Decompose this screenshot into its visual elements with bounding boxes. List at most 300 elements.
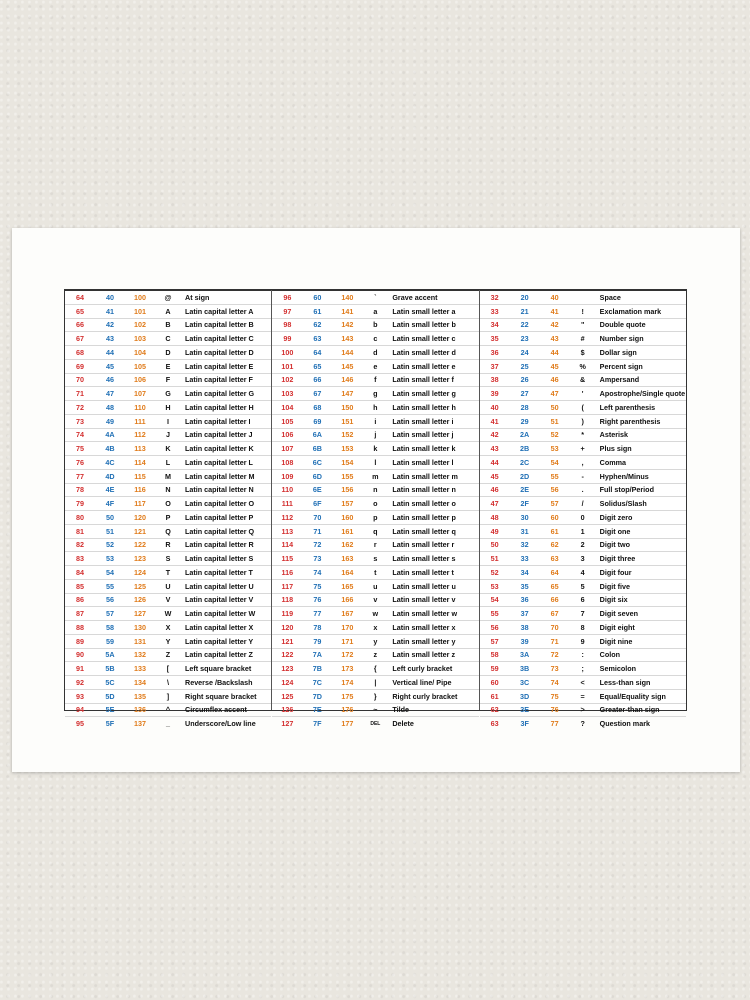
cell-description: Right curly bracket [392, 691, 458, 701]
cell-oct: 44 [550, 347, 559, 357]
cell-dec: 122 [281, 650, 294, 660]
cell-hex: 4C [105, 457, 115, 467]
cell-dec: 77 [76, 471, 84, 481]
cell-dec: 68 [76, 347, 84, 357]
cell-dec: 102 [281, 375, 294, 385]
cell-description: Left curly bracket [392, 664, 453, 674]
cell-oct: 45 [550, 361, 559, 371]
ascii-table [64, 289, 687, 729]
cell-description: Circumflex accent [185, 705, 247, 715]
cell-oct: 146 [341, 375, 354, 385]
cell-description: Question mark [599, 719, 650, 729]
cell-description: Exclamation mark [599, 306, 662, 316]
cell-hex: 47 [106, 389, 114, 399]
table-row [480, 566, 686, 580]
cell-hex: 7D [312, 691, 322, 701]
cell-oct: 143 [341, 334, 354, 344]
cell-dec: 64 [76, 292, 84, 302]
cell-oct: 112 [134, 430, 146, 440]
cell-chr: z [373, 650, 378, 660]
table-row [65, 305, 271, 319]
cell-description: Number sign [599, 334, 644, 344]
cell-dec: 72 [76, 402, 84, 412]
table-row [272, 456, 478, 470]
cell-description: Latin small letter r [392, 540, 455, 550]
table-row [272, 552, 478, 566]
cell-oct: 55 [550, 471, 559, 481]
cell-oct: 103 [134, 334, 146, 344]
table-row [480, 387, 686, 401]
cell-chr: 7 [580, 609, 585, 619]
cell-hex: 7C [312, 677, 322, 687]
cell-description: Digit three [599, 554, 636, 564]
cell-chr: ~ [373, 705, 378, 715]
table-row [65, 511, 271, 525]
cell-hex: 5F [105, 719, 115, 729]
cell-chr: m [372, 471, 379, 481]
cell-dec: 47 [490, 499, 499, 509]
cell-dec: 99 [283, 334, 292, 344]
cell-dec: 74 [76, 430, 84, 440]
cell-chr: r [373, 540, 377, 550]
table-row [65, 319, 271, 333]
cell-oct: 46 [550, 375, 559, 385]
cell-dec: 114 [281, 540, 294, 550]
cell-oct: 42 [550, 320, 559, 330]
cell-oct: 164 [341, 567, 354, 577]
cell-hex: 6A [312, 430, 322, 440]
cell-oct: 104 [134, 347, 146, 357]
cell-chr: { [373, 664, 377, 674]
cell-oct: 123 [134, 554, 146, 564]
cell-description: Latin small letter g [392, 389, 456, 399]
cell-description: Latin capital letter B [185, 320, 254, 330]
cell-dec: 35 [490, 334, 499, 344]
table-row [272, 401, 478, 415]
cell-chr: + [580, 444, 585, 454]
cell-chr: | [374, 677, 377, 687]
cell-description: Right parenthesis [599, 416, 661, 426]
cell-dec: 55 [490, 609, 499, 619]
cell-oct: 133 [134, 664, 146, 674]
table-row [480, 525, 686, 539]
cell-dec: 104 [281, 402, 294, 412]
cell-oct: 53 [550, 444, 559, 454]
table-row [272, 704, 478, 718]
cell-hex: 4A [105, 430, 115, 440]
cell-oct: 125 [134, 581, 146, 591]
cell-chr: 6 [580, 595, 585, 605]
cell-description: Latin small letter d [392, 347, 456, 357]
cell-description: Latin small letter p [392, 512, 456, 522]
cell-description: Latin capital letter V [185, 595, 254, 605]
table-block-3 [480, 290, 686, 729]
cell-hex: 4B [105, 444, 115, 454]
cell-hex: 55 [106, 581, 114, 591]
cell-description: Latin small letter f [392, 375, 454, 385]
cell-hex: 3D [520, 691, 530, 701]
cell-oct: 107 [134, 389, 146, 399]
cell-hex: 2F [520, 499, 529, 509]
cell-hex: 2C [520, 457, 530, 467]
cell-hex: 68 [313, 402, 322, 412]
cell-oct: 145 [341, 361, 354, 371]
table-row [272, 442, 478, 456]
cell-chr: O [165, 499, 171, 509]
table-row [480, 291, 686, 305]
cell-oct: 66 [550, 595, 559, 605]
cell-hex: 51 [106, 526, 114, 536]
cell-description: Left square bracket [185, 664, 252, 674]
cell-chr: s [373, 554, 378, 564]
table-row [272, 662, 478, 676]
cell-oct: 40 [550, 292, 559, 302]
cell-description: Latin small letter l [392, 457, 454, 467]
cell-hex: 27 [520, 389, 529, 399]
table-row [272, 525, 478, 539]
cell-description: Latin capital letter R [185, 540, 254, 550]
table-row [272, 635, 478, 649]
cell-dec: 79 [76, 499, 84, 509]
cell-dec: 63 [490, 719, 499, 729]
table-row [480, 332, 686, 346]
cell-dec: 85 [76, 581, 84, 591]
cell-chr: 8 [580, 622, 585, 632]
cell-description: Latin small letter v [392, 595, 456, 605]
cell-description: Latin capital letter N [185, 485, 254, 495]
cell-oct: 41 [550, 306, 559, 316]
table-row [65, 470, 271, 484]
cell-chr: E [165, 361, 171, 371]
cell-chr: 0 [580, 512, 585, 522]
table-row [272, 319, 478, 333]
cell-chr: J [166, 430, 170, 440]
cell-dec: 105 [281, 416, 294, 426]
cell-hex: 57 [106, 609, 114, 619]
cell-description: Latin capital letter A [185, 306, 254, 316]
cell-oct: 134 [134, 677, 146, 687]
cell-hex: 28 [520, 402, 529, 412]
cell-description: Latin small letter j [392, 430, 454, 440]
cell-dec: 61 [490, 691, 499, 701]
cell-dec: 71 [76, 389, 84, 399]
cell-chr: > [580, 705, 585, 715]
cell-oct: 154 [341, 457, 354, 467]
cell-description: Colon [599, 650, 621, 660]
cell-oct: 70 [550, 622, 559, 632]
cell-hex: 32 [520, 540, 529, 550]
cell-dec: 115 [281, 554, 294, 564]
cell-hex: 3F [520, 719, 529, 729]
cell-oct: 136 [134, 705, 146, 715]
cell-hex: 4D [105, 471, 115, 481]
cell-chr: b [373, 320, 378, 330]
cell-hex: 21 [520, 306, 529, 316]
cell-description: Right square bracket [185, 691, 257, 701]
cell-chr: H [165, 402, 171, 412]
cell-chr: N [165, 485, 171, 495]
cell-hex: 39 [520, 636, 529, 646]
cell-description: Semicolon [599, 664, 637, 674]
cell-chr: M [165, 471, 171, 481]
table-row [480, 374, 686, 388]
cell-oct: 137 [134, 719, 146, 729]
cell-dec: 107 [281, 444, 294, 454]
cell-chr: \ [167, 677, 169, 687]
cell-description: Digit one [599, 526, 631, 536]
cell-dec: 95 [76, 719, 84, 729]
table-row [65, 332, 271, 346]
cell-chr: C [165, 334, 171, 344]
cell-description: Latin capital letter W [185, 609, 256, 619]
cell-dec: 110 [281, 485, 294, 495]
cell-oct: 100 [134, 292, 146, 302]
cell-dec: 96 [283, 292, 292, 302]
cell-description: Latin capital letter Z [185, 650, 253, 660]
cell-dec: 53 [490, 581, 499, 591]
cell-chr: & [580, 375, 586, 385]
cell-hex: 67 [313, 389, 322, 399]
cell-chr: DEL [370, 720, 381, 727]
table-row [65, 346, 271, 360]
cell-hex: 76 [313, 595, 322, 605]
table-row [65, 291, 271, 305]
cell-hex: 3B [520, 664, 530, 674]
cell-dec: 98 [283, 320, 292, 330]
cell-oct: 135 [134, 691, 146, 701]
cell-chr: ) [581, 416, 584, 426]
cell-description: At sign [185, 292, 210, 302]
cell-chr: " [580, 320, 585, 330]
cell-chr: . [581, 485, 584, 495]
cell-dec: 32 [490, 292, 499, 302]
cell-description: Digit five [599, 581, 631, 591]
cell-oct: 52 [550, 430, 559, 440]
cell-chr: h [373, 402, 378, 412]
cell-oct: 177 [341, 719, 354, 729]
cell-dec: 50 [490, 540, 499, 550]
cell-chr: _ [166, 719, 170, 729]
table-row [65, 607, 271, 621]
cell-dec: 38 [490, 375, 499, 385]
cell-chr: a [373, 306, 378, 316]
cell-description: Latin small letter i [392, 416, 454, 426]
cell-dec: 73 [76, 416, 84, 426]
cell-dec: 39 [490, 389, 499, 399]
table-row [480, 594, 686, 608]
table-row [65, 360, 271, 374]
cell-description: Dollar sign [599, 347, 637, 357]
cell-hex: 6C [312, 457, 322, 467]
cell-oct: 50 [550, 402, 559, 412]
table-row [272, 387, 478, 401]
cell-dec: 84 [76, 567, 84, 577]
cell-description: Digit four [599, 567, 632, 577]
cell-dec: 87 [76, 609, 84, 619]
table-block-2 [272, 290, 479, 729]
cell-dec: 76 [76, 457, 84, 467]
cell-hex: 2A [520, 430, 530, 440]
cell-hex: 75 [313, 581, 322, 591]
cell-dec: 82 [76, 540, 84, 550]
cell-description: Hyphen/Minus [599, 471, 649, 481]
cell-hex: 7E [312, 705, 322, 715]
cell-chr: 5 [580, 581, 585, 591]
cell-chr: Y [165, 636, 171, 646]
cell-hex: 46 [106, 375, 114, 385]
cell-chr: w [372, 609, 379, 619]
cell-dec: 83 [76, 554, 84, 564]
cell-oct: 124 [134, 567, 146, 577]
table-row [65, 662, 271, 676]
cell-chr: n [373, 485, 378, 495]
cell-oct: 117 [134, 499, 146, 509]
cell-description: Latin small letter m [392, 471, 458, 481]
cell-description: Ampersand [599, 375, 640, 385]
cell-hex: 62 [313, 320, 322, 330]
cell-description: Plus sign [599, 444, 632, 454]
cell-dec: 97 [283, 306, 292, 316]
cell-description: Reverse /Backslash [185, 677, 253, 687]
cell-dec: 48 [490, 512, 499, 522]
cell-hex: 64 [313, 347, 322, 357]
cell-oct: 161 [341, 526, 354, 536]
table-row [480, 690, 686, 704]
cell-chr: c [373, 334, 378, 344]
cell-hex: 20 [520, 292, 529, 302]
cell-chr: 1 [580, 526, 585, 536]
table-row [272, 676, 478, 690]
cell-description: Latin capital letter X [185, 622, 254, 632]
cell-hex: 72 [313, 540, 322, 550]
table-row [480, 346, 686, 360]
cell-hex: 34 [520, 567, 529, 577]
cell-dec: 123 [281, 664, 294, 674]
cell-dec: 116 [281, 567, 294, 577]
cell-chr: Z [165, 650, 171, 660]
table-row [272, 346, 478, 360]
cell-chr: p [373, 512, 378, 522]
table-row [65, 442, 271, 456]
cell-description: Latin small letter s [392, 554, 456, 564]
cell-hex: 38 [520, 622, 529, 632]
cell-chr: q [373, 526, 378, 536]
cell-oct: 101 [134, 306, 146, 316]
cell-description: Digit six [599, 595, 628, 605]
cell-oct: 155 [341, 471, 354, 481]
cell-oct: 64 [550, 567, 559, 577]
cell-chr: d [373, 347, 378, 357]
cell-dec: 113 [281, 526, 294, 536]
cell-dec: 66 [76, 320, 84, 330]
table-row [480, 704, 686, 718]
cell-dec: 119 [281, 609, 294, 619]
cell-dec: 112 [281, 512, 294, 522]
cell-description: Latin capital letter I [185, 416, 251, 426]
cell-description: Latin capital letter G [185, 389, 255, 399]
cell-hex: 6E [312, 485, 322, 495]
cell-chr: ' [581, 389, 584, 399]
cell-hex: 58 [106, 622, 114, 632]
cell-hex: 77 [313, 609, 322, 619]
cell-oct: 130 [134, 622, 146, 632]
cell-description: Latin small letter q [392, 526, 456, 536]
table-row [272, 649, 478, 663]
cell-hex: 45 [106, 361, 114, 371]
cell-dec: 94 [76, 705, 84, 715]
table-row [480, 649, 686, 663]
cell-dec: 57 [490, 636, 499, 646]
cell-chr: 9 [580, 636, 585, 646]
cell-hex: 22 [520, 320, 529, 330]
cell-chr: U [165, 581, 171, 591]
cell-dec: 33 [490, 306, 499, 316]
table-row [480, 360, 686, 374]
table-row [272, 360, 478, 374]
table-row [272, 539, 478, 553]
cell-chr: ] [166, 691, 170, 701]
cell-dec: 90 [76, 650, 84, 660]
cell-oct: 60 [550, 512, 559, 522]
cell-dec: 108 [281, 457, 294, 467]
cell-oct: 166 [341, 595, 354, 605]
cell-hex: 61 [313, 306, 322, 316]
cell-dec: 93 [76, 691, 84, 701]
cell-oct: 111 [134, 416, 146, 426]
cell-chr: v [373, 595, 378, 605]
table-row [480, 470, 686, 484]
cell-description: Latin capital letter K [185, 444, 254, 454]
cell-oct: 132 [134, 650, 146, 660]
cell-hex: 3E [520, 705, 530, 715]
cell-dec: 67 [76, 334, 84, 344]
cell-chr: D [165, 347, 171, 357]
cell-chr: i [374, 416, 377, 426]
cell-hex: 60 [313, 292, 322, 302]
cell-description: Latin small letter o [392, 499, 456, 509]
table-row [272, 717, 478, 730]
cell-oct: 156 [341, 485, 354, 495]
table-row [65, 456, 271, 470]
cell-chr: : [581, 650, 584, 660]
cell-hex: 49 [106, 416, 114, 426]
table-row [272, 291, 478, 305]
cell-oct: 47 [550, 389, 559, 399]
cell-oct: 77 [550, 719, 559, 729]
cell-chr: G [165, 389, 171, 399]
cell-dec: 78 [76, 485, 84, 495]
table-row [480, 429, 686, 443]
table-row [480, 497, 686, 511]
cell-description: Comma [599, 457, 627, 467]
cell-hex: 3A [520, 650, 530, 660]
table-row [272, 497, 478, 511]
cell-hex: 50 [106, 512, 114, 522]
cell-hex: 33 [520, 554, 529, 564]
cell-chr: [ [166, 664, 170, 674]
table-row [480, 305, 686, 319]
cell-oct: 165 [341, 581, 354, 591]
cell-hex: 6F [313, 499, 322, 509]
cell-dec: 49 [490, 526, 499, 536]
cell-chr: f [374, 375, 377, 385]
table-row [65, 415, 271, 429]
cell-chr: R [165, 540, 171, 550]
table-row [272, 470, 478, 484]
table-row [480, 442, 686, 456]
cell-description: Vertical line/ Pipe [392, 677, 452, 687]
cell-dec: 69 [76, 361, 84, 371]
